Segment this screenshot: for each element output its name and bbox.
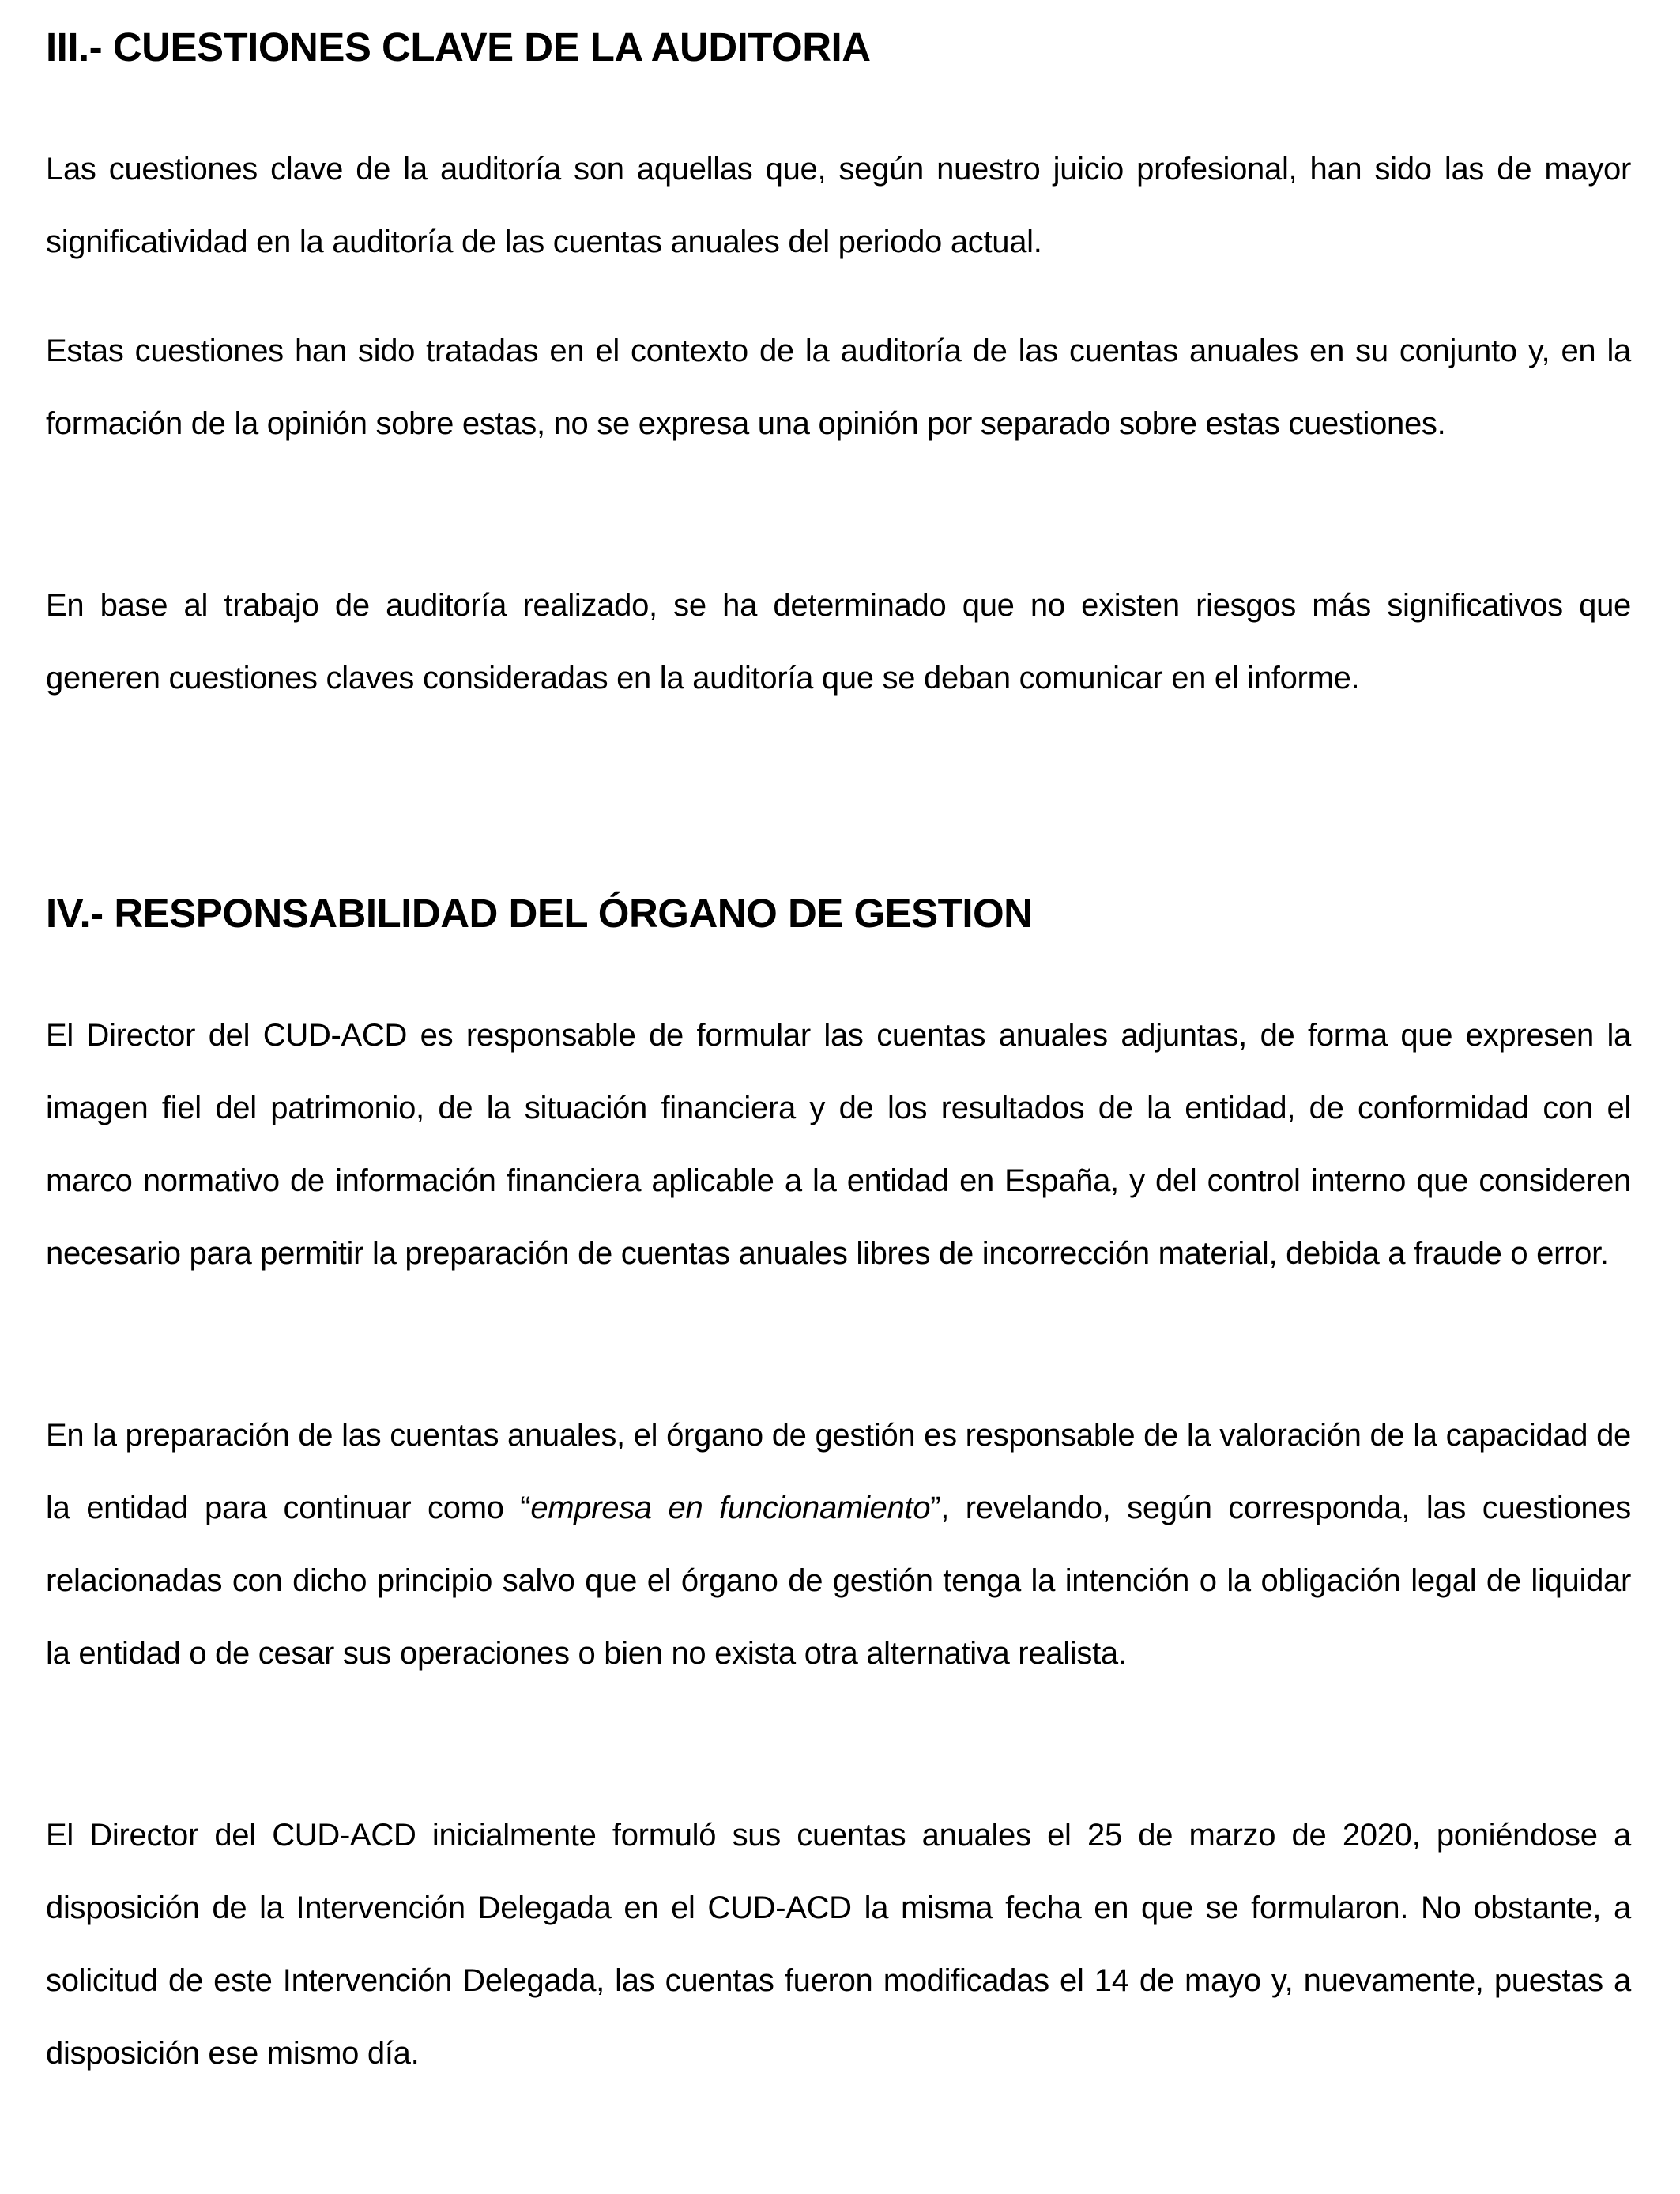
section-heading-cuestiones-clave: III.- CUESTIONES CLAVE DE LA AUDITORIA — [46, 25, 871, 70]
paragraph-formulacion-cuentas: El Director del CUD-ACD inicialmente formuló sus cuentas anuales el 25 de marzo de 2020, poniéndose a disposición de la Intervención Delegada en el CUD-ACD la misma fecha en que se formularon. No obstante, a solicitud de este Intervención Delegada, las cuentas fueron modificadas el 14 de mayo y, nuevamente, puestas a disposición ese mismo día. — [46, 1818, 1631, 2071]
emphasized-term: empresa en funcionamiento — [530, 1491, 931, 1525]
paragraph-cuestiones-definicion: Las cuestiones clave de la auditoría son aquellas que, según nuestro juicio profesional, han sido las de mayor significatividad en la auditoría de las cuentas anuales del periodo actual. — [46, 152, 1631, 259]
paragraph-text-after-emphasis: ”, revelando, según corresponda, las cuestiones relacionadas con dicho principio salvo que el órgano de gestión tenga la intención o la obligación legal de liquidar la entidad o de cesar sus operaciones o bien no exista otra alternativa realista. — [46, 1491, 1631, 1671]
section-heading-responsabilidad: IV.- RESPONSABILIDAD DEL ÓRGANO DE GESTION — [46, 891, 1033, 936]
paragraph-empresa-funcionamiento — [46, 1399, 1631, 1690]
paragraph-cuestiones-conclusion: En base al trabajo de auditoría realizado, se ha determinado que no existen riesgos más significativos que generen cuestiones claves consideradas en la auditoría que se deban comunicar en el informe. — [46, 588, 1631, 696]
paragraph-cuestiones-contexto: Estas cuestiones han sido tratadas en el contexto de la auditoría de las cuentas anuales en su conjunto y, en la formación de la opinión sobre estas, no se expresa una opinión por separado sobre estas cuestiones. — [46, 334, 1631, 441]
paragraph-text-before-emphasis: En la preparación de las cuentas anuales, el órgano de gestión es responsable de la valoración de la capacidad de la entidad para continuar como “ — [46, 1418, 1631, 1525]
paragraph-responsabilidad-director: El Director del CUD-ACD es responsable de formular las cuentas anuales adjuntas, de forma que expresen la imagen fiel del patrimonio, de la situación financiera y de los resultados de la entidad, de conformidad con el marco normativo de información financiera aplicable a la entidad en España, y del control interno que consideren necesario para permitir la preparación de cuentas anuales libres de incorrección material, debida a fraude o error. — [46, 1018, 1631, 1271]
